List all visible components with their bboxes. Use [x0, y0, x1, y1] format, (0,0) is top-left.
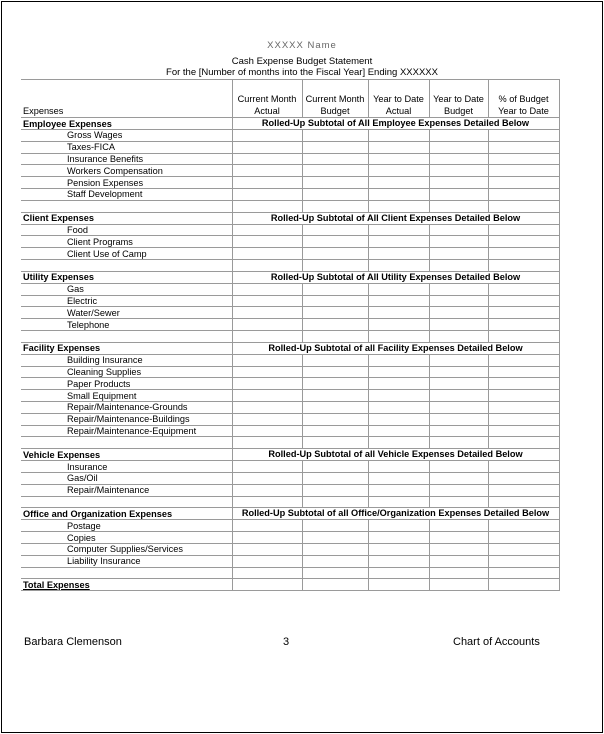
amount-cell [488, 520, 559, 532]
line-item-name: Workers Compensation [21, 165, 232, 177]
line-item-row [21, 520, 559, 532]
amount-cell [429, 141, 488, 153]
amount-cell [429, 153, 488, 165]
amount-cell [232, 307, 302, 319]
amount-cell [488, 283, 559, 295]
line-item-row [21, 378, 559, 390]
amount-cell [429, 378, 488, 390]
amount-cell [232, 165, 302, 177]
category-row [21, 508, 559, 520]
amount-cell [429, 200, 488, 212]
amount-cell [232, 295, 302, 307]
amount-cell [232, 236, 302, 248]
line-item-row [21, 390, 559, 402]
amount-cell [488, 378, 559, 390]
amount-cell [232, 378, 302, 390]
line-item-row [21, 188, 559, 200]
subtotal-label: Rolled-Up Subtotal of All Employee Expenses Detailed Below [232, 118, 559, 130]
amount-cell [429, 579, 488, 591]
line-item-name: Client Programs [21, 236, 232, 248]
amount-cell [488, 224, 559, 236]
blank-name-cell [21, 330, 232, 342]
category-name: Facility Expenses [21, 342, 232, 354]
amount-cell [302, 555, 368, 567]
amount-cell [429, 413, 488, 425]
line-item-name: Small Equipment [21, 390, 232, 402]
amount-cell [232, 248, 302, 260]
line-item-name: Computer Supplies/Services [21, 543, 232, 555]
spacer-row [21, 330, 559, 342]
subtotal-label: Rolled-Up Subtotal of all Vehicle Expenses Detailed Below [232, 449, 559, 461]
amount-cell [368, 413, 429, 425]
amount-cell [368, 165, 429, 177]
category-row [21, 449, 559, 461]
line-item-name: Cleaning Supplies [21, 366, 232, 378]
budget-table [21, 79, 560, 591]
category-name: Utility Expenses [21, 271, 232, 283]
amount-cell [368, 579, 429, 591]
amount-cell [232, 177, 302, 189]
amount-cell [302, 532, 368, 544]
amount-cell [488, 555, 559, 567]
amount-cell [429, 461, 488, 473]
amount-cell [429, 390, 488, 402]
amount-cell [232, 283, 302, 295]
category-name: Employee Expenses [21, 118, 232, 130]
amount-cell [302, 248, 368, 260]
amount-cell [429, 520, 488, 532]
line-item-row [21, 141, 559, 153]
line-item-name: Building Insurance [21, 354, 232, 366]
amount-cell [429, 437, 488, 449]
amount-cell [488, 141, 559, 153]
amount-cell [302, 413, 368, 425]
line-item-row [21, 532, 559, 544]
amount-cell [488, 425, 559, 437]
line-item-row [21, 224, 559, 236]
amount-cell [232, 437, 302, 449]
amount-cell [232, 259, 302, 271]
line-item-row [21, 472, 559, 484]
category-row [21, 342, 559, 354]
amount-cell [429, 177, 488, 189]
subtotal-label: Rolled-Up Subtotal of all Facility Expenses Detailed Below [232, 342, 559, 354]
amount-cell [488, 177, 559, 189]
amount-cell [302, 567, 368, 579]
spacer-row [21, 259, 559, 271]
amount-cell [302, 401, 368, 413]
amount-cell [232, 390, 302, 402]
amount-cell [232, 200, 302, 212]
line-item-name: Staff Development [21, 188, 232, 200]
amount-cell [488, 472, 559, 484]
amount-cell [232, 520, 302, 532]
amount-cell [232, 319, 302, 331]
amount-cell [302, 307, 368, 319]
footer-doc-name: Chart of Accounts [453, 636, 540, 648]
amount-cell [429, 484, 488, 496]
line-item-row [21, 236, 559, 248]
amount-cell [302, 165, 368, 177]
amount-cell [232, 354, 302, 366]
amount-cell [368, 188, 429, 200]
col-current-actual: Current Month Actual [232, 80, 302, 118]
line-item-row [21, 307, 559, 319]
line-item-row [21, 177, 559, 189]
amount-cell [488, 200, 559, 212]
amount-cell [429, 283, 488, 295]
amount-cell [368, 283, 429, 295]
amount-cell [368, 319, 429, 331]
amount-cell [232, 567, 302, 579]
amount-cell [302, 130, 368, 142]
amount-cell [302, 472, 368, 484]
col-expenses: Expenses [21, 80, 232, 118]
amount-cell [368, 141, 429, 153]
spacer-row [21, 200, 559, 212]
line-item-name: Client Use of Camp [21, 248, 232, 260]
amount-cell [302, 543, 368, 555]
amount-cell [429, 425, 488, 437]
amount-cell [488, 165, 559, 177]
amount-cell [302, 188, 368, 200]
amount-cell [302, 378, 368, 390]
category-row [21, 118, 559, 130]
line-item-name: Repair/Maintenance-Equipment [21, 425, 232, 437]
amount-cell [232, 366, 302, 378]
amount-cell [232, 472, 302, 484]
col-ytd-actual: Year to Date Actual [368, 80, 429, 118]
amount-cell [429, 555, 488, 567]
subtotal-label: Rolled-Up Subtotal of all Office/Organization Expenses Detailed Below [232, 508, 559, 520]
total-expenses-label: Total Expenses [23, 579, 90, 590]
amount-cell [368, 390, 429, 402]
amount-cell [368, 496, 429, 508]
amount-cell [302, 425, 368, 437]
line-item-row [21, 401, 559, 413]
amount-cell [488, 153, 559, 165]
amount-cell [368, 153, 429, 165]
amount-cell [368, 532, 429, 544]
category-name: Office and Organization Expenses [21, 508, 232, 520]
line-item-row [21, 366, 559, 378]
amount-cell [368, 295, 429, 307]
line-item-row [21, 295, 559, 307]
line-item-name: Paper Products [21, 378, 232, 390]
amount-cell [488, 366, 559, 378]
amount-cell [488, 567, 559, 579]
amount-cell [302, 200, 368, 212]
category-row [21, 212, 559, 224]
amount-cell [232, 484, 302, 496]
amount-cell [488, 354, 559, 366]
amount-cell [232, 532, 302, 544]
line-item-name: Gas [21, 283, 232, 295]
statement-subtitle: For the [Number of months into the Fiscal Year] Ending XXXXXX [166, 67, 438, 78]
amount-cell [488, 319, 559, 331]
amount-cell [488, 401, 559, 413]
amount-cell [488, 188, 559, 200]
amount-cell [302, 330, 368, 342]
amount-cell [429, 330, 488, 342]
line-item-row [21, 425, 559, 437]
footer-author: Barbara Clemenson [24, 636, 122, 648]
blank-name-cell [21, 567, 232, 579]
amount-cell [302, 259, 368, 271]
line-item-name: Telephone [21, 319, 232, 331]
amount-cell [368, 484, 429, 496]
amount-cell [232, 413, 302, 425]
line-item-name: Taxes-FICA [21, 141, 232, 153]
amount-cell [232, 579, 302, 591]
amount-cell [429, 236, 488, 248]
amount-cell [232, 188, 302, 200]
col-current-budget: Current Month Budget [302, 80, 368, 118]
amount-cell [302, 319, 368, 331]
amount-cell [488, 532, 559, 544]
amount-cell [368, 425, 429, 437]
amount-cell [302, 283, 368, 295]
amount-cell [488, 413, 559, 425]
amount-cell [302, 295, 368, 307]
amount-cell [368, 437, 429, 449]
amount-cell [302, 484, 368, 496]
amount-cell [429, 366, 488, 378]
line-item-row [21, 461, 559, 473]
amount-cell [429, 248, 488, 260]
statement-title: Cash Expense Budget Statement [231, 56, 373, 67]
amount-cell [232, 401, 302, 413]
amount-cell [302, 579, 368, 591]
amount-cell [368, 472, 429, 484]
amount-cell [429, 401, 488, 413]
amount-cell [429, 295, 488, 307]
line-item-name: Postage [21, 520, 232, 532]
line-item-name: Liability Insurance [21, 555, 232, 567]
amount-cell [302, 224, 368, 236]
spacer-row [21, 567, 559, 579]
amount-cell [429, 259, 488, 271]
header-row [21, 80, 559, 118]
line-item-name: Food [21, 224, 232, 236]
line-item-name: Electric [21, 295, 232, 307]
line-item-name: Water/Sewer [21, 307, 232, 319]
amount-cell [488, 543, 559, 555]
amount-cell [488, 330, 559, 342]
amount-cell [368, 543, 429, 555]
amount-cell [429, 319, 488, 331]
amount-cell [429, 188, 488, 200]
amount-cell [368, 567, 429, 579]
amount-cell [302, 390, 368, 402]
amount-cell [488, 307, 559, 319]
total-label-cell [21, 579, 232, 591]
amount-cell [429, 532, 488, 544]
amount-cell [232, 543, 302, 555]
amount-cell [368, 224, 429, 236]
amount-cell [368, 378, 429, 390]
amount-cell [302, 177, 368, 189]
line-item-name: Insurance [21, 461, 232, 473]
amount-cell [429, 165, 488, 177]
amount-cell [302, 520, 368, 532]
amount-cell [232, 330, 302, 342]
line-item-row [21, 484, 559, 496]
line-item-row [21, 319, 559, 331]
amount-cell [429, 567, 488, 579]
line-item-row [21, 283, 559, 295]
amount-cell [232, 141, 302, 153]
blank-name-cell [21, 259, 232, 271]
line-item-name: Repair/Maintenance [21, 484, 232, 496]
line-item-name: Repair/Maintenance-Grounds [21, 401, 232, 413]
amount-cell [302, 461, 368, 473]
amount-cell [302, 437, 368, 449]
amount-cell [488, 259, 559, 271]
amount-cell [488, 496, 559, 508]
amount-cell [232, 555, 302, 567]
blank-name-cell [21, 200, 232, 212]
footer-page-number: 3 [283, 636, 290, 648]
amount-cell [488, 484, 559, 496]
amount-cell [368, 307, 429, 319]
amount-cell [302, 141, 368, 153]
line-item-row [21, 130, 559, 142]
spacer-row [21, 437, 559, 449]
amount-cell [368, 366, 429, 378]
amount-cell [232, 153, 302, 165]
line-item-row [21, 413, 559, 425]
line-item-name: Repair/Maintenance-Buildings [21, 413, 232, 425]
amount-cell [232, 496, 302, 508]
line-item-row [21, 555, 559, 567]
amount-cell [429, 354, 488, 366]
amount-cell [368, 200, 429, 212]
amount-cell [488, 295, 559, 307]
line-item-name: Copies [21, 532, 232, 544]
amount-cell [488, 437, 559, 449]
col-pct-budget: % of Budget Year to Date [488, 80, 559, 118]
amount-cell [302, 354, 368, 366]
line-item-name: Insurance Benefits [21, 153, 232, 165]
cutoff-header-text: XXXXX Name [267, 40, 337, 51]
subtotal-label: Rolled-Up Subtotal of All Utility Expenses Detailed Below [232, 271, 559, 283]
line-item-row [21, 165, 559, 177]
amount-cell [368, 330, 429, 342]
amount-cell [368, 520, 429, 532]
col-ytd-budget: Year to Date Budget [429, 80, 488, 118]
amount-cell [429, 130, 488, 142]
amount-cell [429, 224, 488, 236]
amount-cell [232, 461, 302, 473]
amount-cell [488, 461, 559, 473]
amount-cell [232, 425, 302, 437]
amount-cell [302, 496, 368, 508]
line-item-row [21, 354, 559, 366]
amount-cell [368, 461, 429, 473]
amount-cell [488, 248, 559, 260]
category-name: Vehicle Expenses [21, 449, 232, 461]
amount-cell [429, 543, 488, 555]
blank-name-cell [21, 496, 232, 508]
line-item-name: Pension Expenses [21, 177, 232, 189]
amount-cell [232, 224, 302, 236]
subtotal-label: Rolled-Up Subtotal of All Client Expenses Detailed Below [232, 212, 559, 224]
amount-cell [488, 130, 559, 142]
amount-cell [488, 236, 559, 248]
amount-cell [488, 390, 559, 402]
amount-cell [232, 130, 302, 142]
line-item-row [21, 153, 559, 165]
line-item-name: Gas/Oil [21, 472, 232, 484]
category-name: Client Expenses [21, 212, 232, 224]
amount-cell [429, 496, 488, 508]
category-row [21, 271, 559, 283]
amount-cell [302, 153, 368, 165]
line-item-row [21, 543, 559, 555]
amount-cell [368, 177, 429, 189]
line-item-row [21, 248, 559, 260]
line-item-name: Gross Wages [21, 130, 232, 142]
amount-cell [368, 236, 429, 248]
amount-cell [368, 555, 429, 567]
amount-cell [368, 354, 429, 366]
amount-cell [368, 259, 429, 271]
amount-cell [302, 366, 368, 378]
amount-cell [368, 130, 429, 142]
amount-cell [368, 248, 429, 260]
amount-cell [429, 472, 488, 484]
amount-cell [488, 579, 559, 591]
amount-cell [302, 236, 368, 248]
amount-cell [368, 401, 429, 413]
amount-cell [429, 307, 488, 319]
blank-name-cell [21, 437, 232, 449]
spacer-row [21, 496, 559, 508]
total-row [21, 579, 559, 591]
